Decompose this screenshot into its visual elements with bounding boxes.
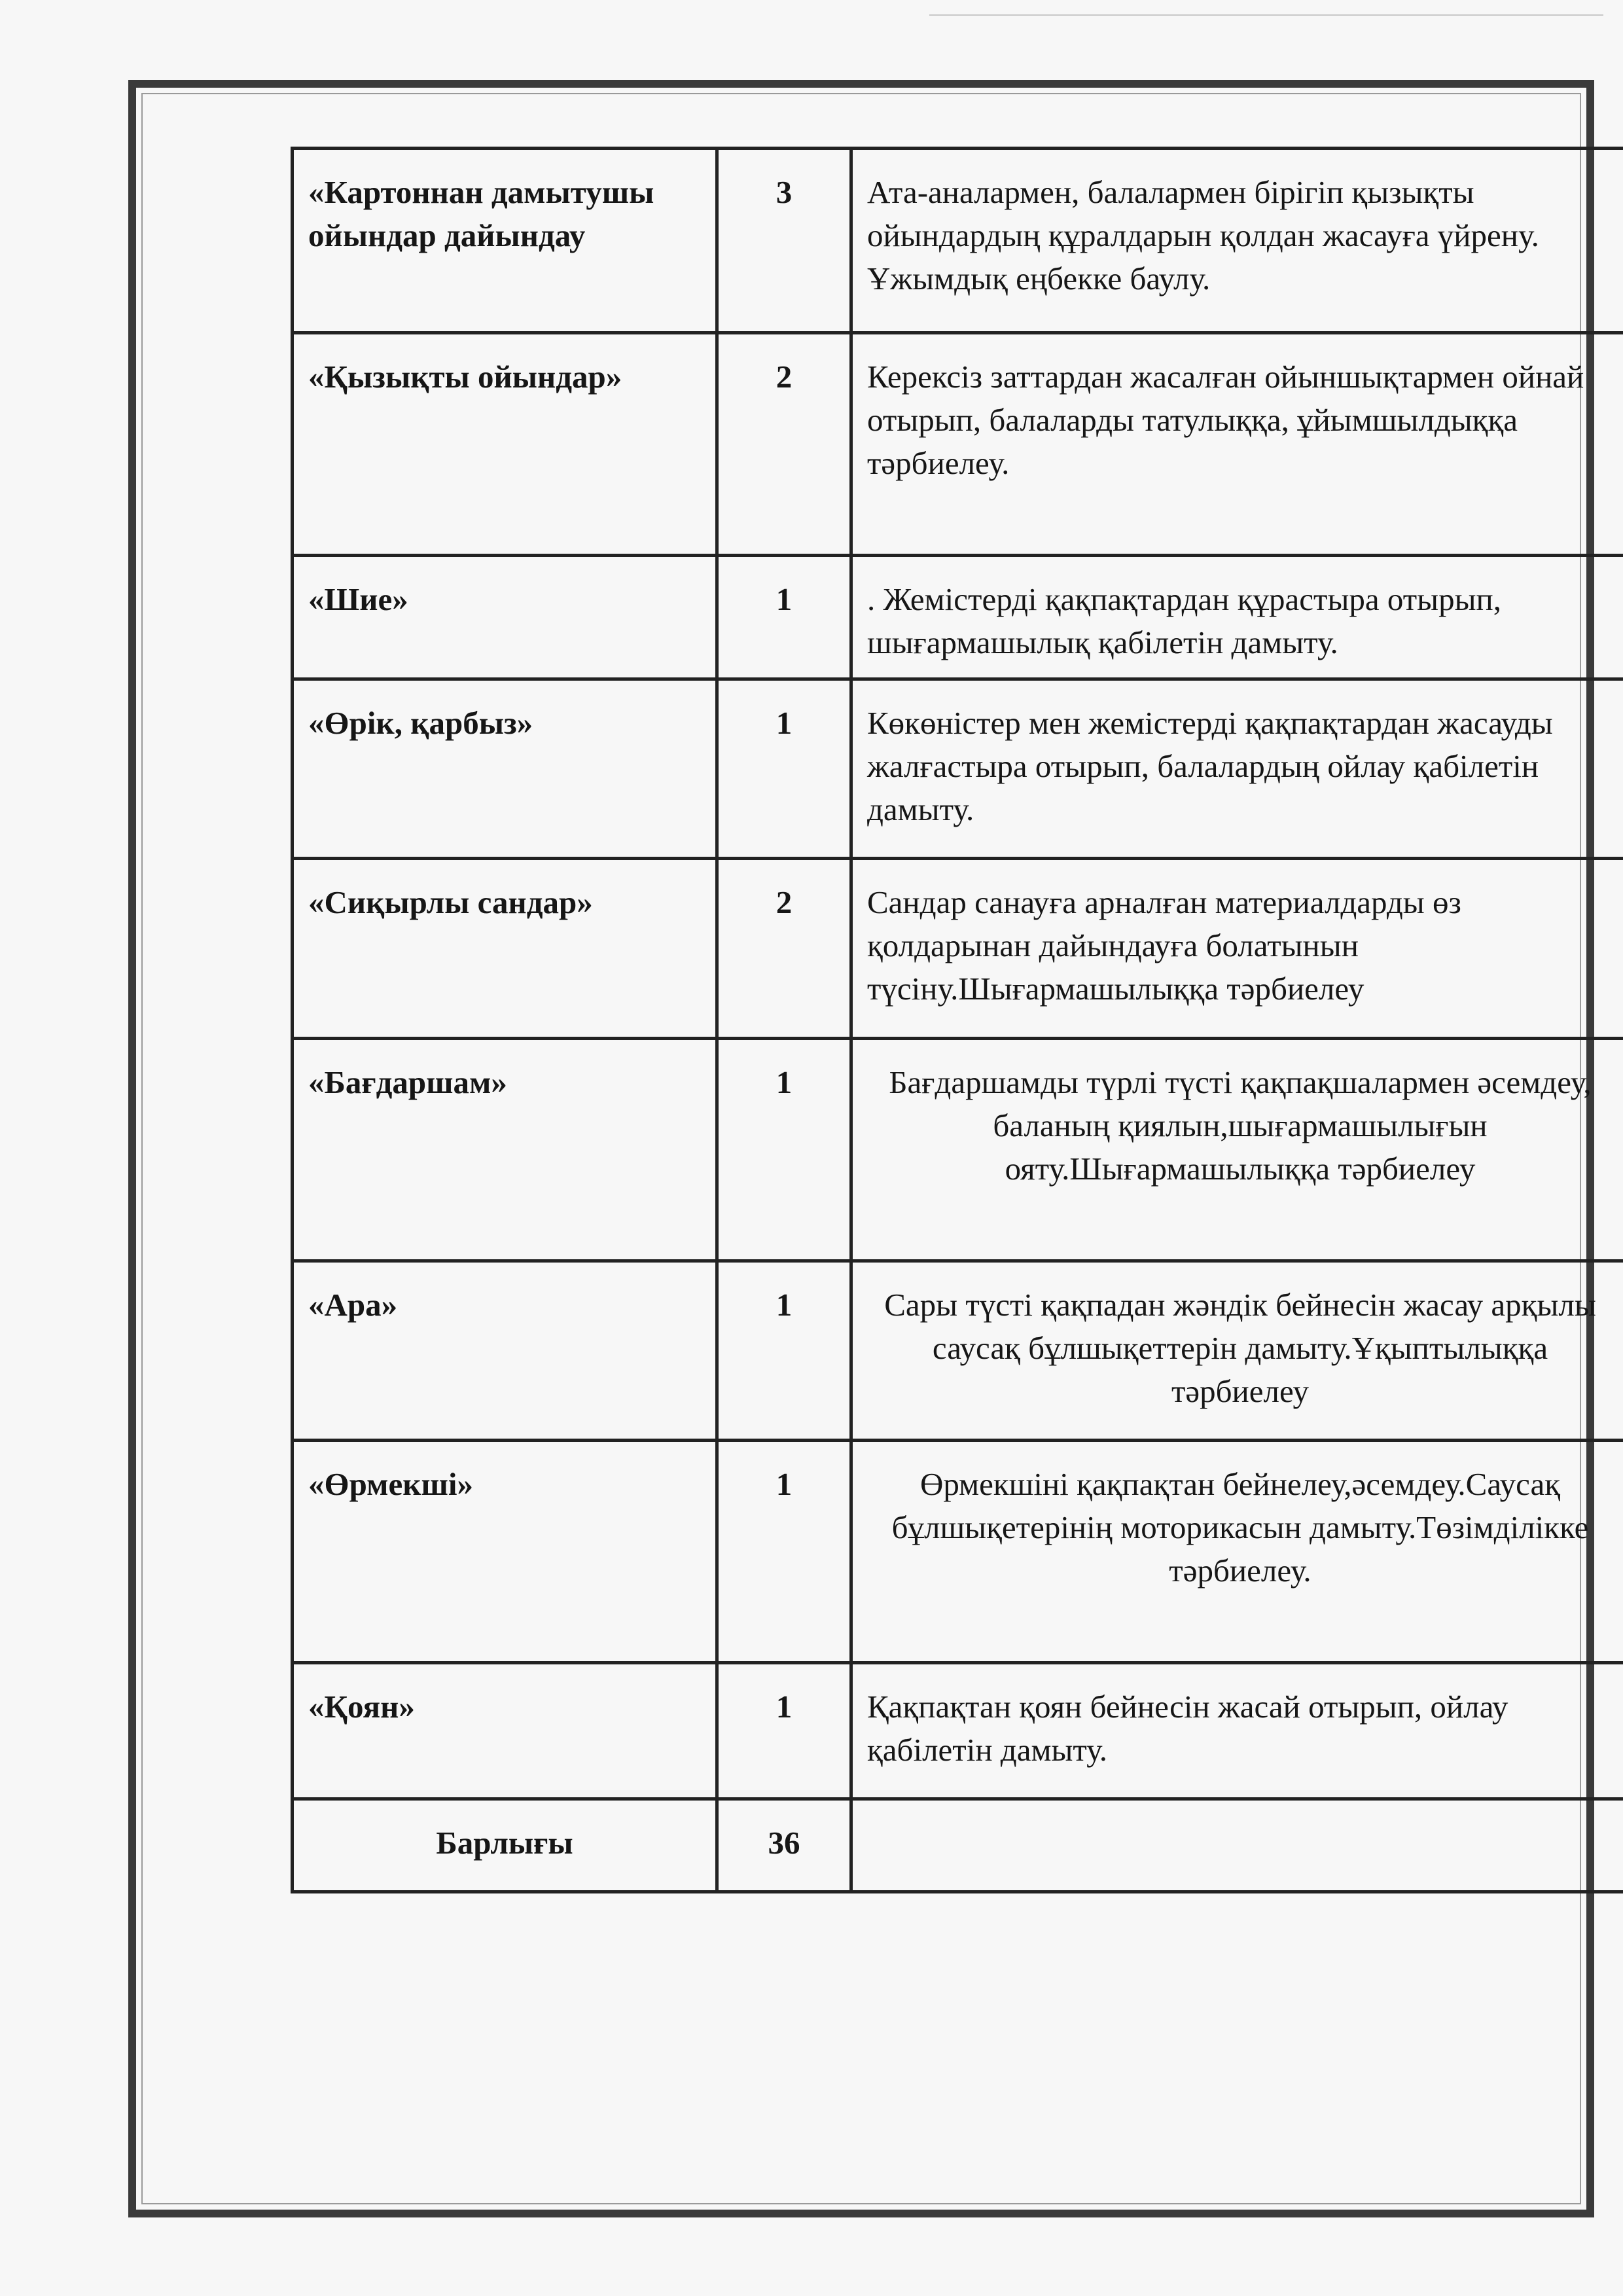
table-row xyxy=(293,859,1623,1039)
goal-cell: Көкөністер мен жемістерді қақпақтардан жасауды жалғастыра отырып, балалардың ойлау қабілетін дамыту. xyxy=(851,679,1623,859)
table-row xyxy=(293,149,1623,333)
hours-cell: 3 xyxy=(717,149,851,333)
topic-cell: «Өрік, қарбыз» xyxy=(293,679,717,859)
hours-cell: 1 xyxy=(717,1039,851,1261)
table-row xyxy=(293,333,1623,556)
hours-cell: 1 xyxy=(717,1441,851,1663)
hours-cell: 2 xyxy=(717,859,851,1039)
goal-cell: Сандар санауға арналған материалдарды өз қолдарынан дайындауға болатынын түсіну.Шығармашылыққа тәрбиелеу xyxy=(851,859,1623,1039)
total-row xyxy=(293,1799,1623,1892)
goal-cell: Ата-аналармен, балалармен бірігіп қызықты ойындардың құралдарын қолдан жасауға үйрену. Ұжымдық еңбекке баулу. xyxy=(851,149,1623,333)
scan-edge-line xyxy=(929,14,1603,16)
curriculum-table xyxy=(291,147,1623,1893)
hours-cell: 1 xyxy=(717,679,851,859)
topic-cell: «Қызықты ойындар» xyxy=(293,333,717,556)
hours-cell: 1 xyxy=(717,1663,851,1799)
goal-cell: . Жемістерді қақпақтардан құрастыра отырып, шығармашылық қабілетін дамыту. xyxy=(851,556,1623,679)
goal-cell: Керексіз заттардан жасалған ойыншықтармен ойнай отырып, балаларды татулыққа, ұйымшылдыққа тәрбиелеу. xyxy=(851,333,1623,556)
topic-cell: «Өрмекші» xyxy=(293,1441,717,1663)
topic-cell: «Бағдаршам» xyxy=(293,1039,717,1261)
topic-cell: «Сиқырлы сандар» xyxy=(293,859,717,1039)
total-hours: 36 xyxy=(717,1799,851,1892)
table-row xyxy=(293,1261,1623,1441)
hours-cell: 1 xyxy=(717,556,851,679)
topic-cell: «Қоян» xyxy=(293,1663,717,1799)
table-row xyxy=(293,1441,1623,1663)
topic-cell: «Картоннан дамытушы ойындар дайындау xyxy=(293,149,717,333)
total-goal-cell xyxy=(851,1799,1623,1892)
hours-cell: 1 xyxy=(717,1261,851,1441)
total-label: Барлығы xyxy=(293,1799,717,1892)
topic-cell: «Ара» xyxy=(293,1261,717,1441)
goal-cell: Бағдаршамды түрлі түсті қақпақшалармен әсемдеу, баланың қиялын,шығармашылығын ояту.Шығармашылыққа тәрбиелеу xyxy=(851,1039,1623,1261)
goal-cell: Қақпақтан қоян бейнесін жасай отырып, ойлау қабілетін дамыту. xyxy=(851,1663,1623,1799)
topic-cell: «Шие» xyxy=(293,556,717,679)
table-row xyxy=(293,1663,1623,1799)
goal-cell: Өрмекшіні қақпақтан бейнелеу,әсемдеу.Саусақ бұлшықетерінің моторикасын дамыту.Төзімділікке тәрбиелеу. xyxy=(851,1441,1623,1663)
table-row xyxy=(293,556,1623,679)
goal-cell: Сары түсті қақпадан жәндік бейнесін жасау арқылы саусақ бұлшықеттерін дамыту.Ұқыптылыққа тәрбиелеу xyxy=(851,1261,1623,1441)
table-row xyxy=(293,1039,1623,1261)
table-row xyxy=(293,679,1623,859)
hours-cell: 2 xyxy=(717,333,851,556)
